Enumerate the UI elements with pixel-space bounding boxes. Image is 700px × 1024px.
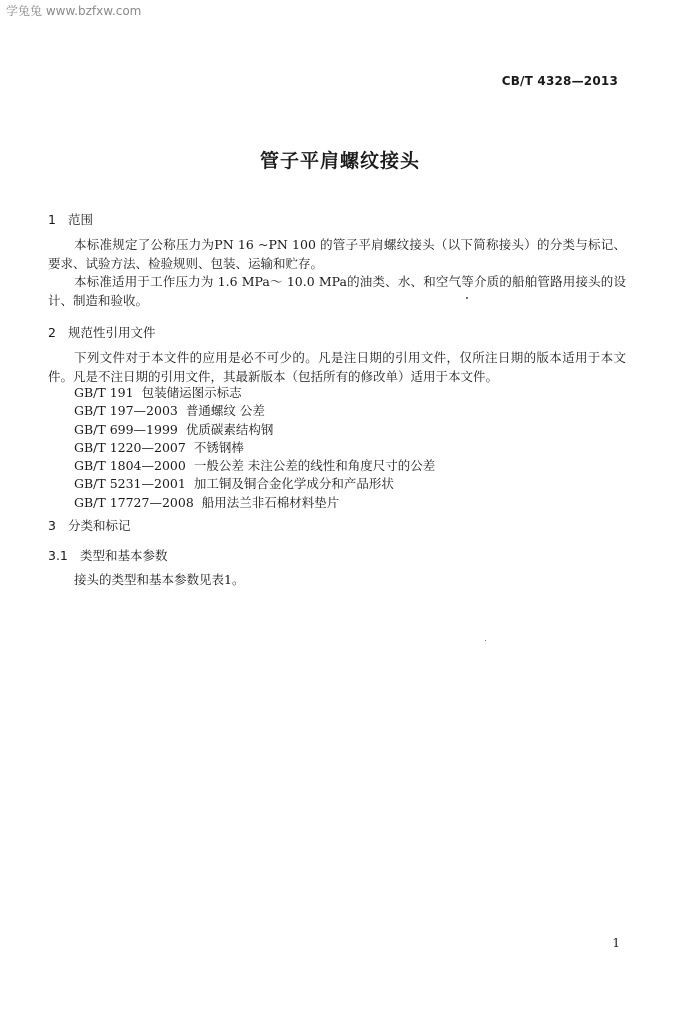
reference-name: 加工铜及铜合金化学成分和产品形状 [193,476,394,492]
reference-code: GB/T 197—2003 [74,403,178,419]
reference-code: GB/T 1220—2007 [74,439,186,455]
reference-name: 一般公差 未注公差的线性和角度尺寸的公差 [193,458,436,474]
section-3-heading [48,516,131,534]
reference-code: GB/T 17727—2008 [74,494,194,510]
section-3-title: 分类和标记 [68,518,131,533]
reference-list [74,384,435,512]
section-3-1-heading [48,546,168,564]
watermark: 学兔兔 www.bzfxw.com [6,4,142,18]
scope-paragraph-2: 本标准适用于工作压力为 1.6 MPa～ 10.0 MPa的油类、水、和空气等介质的船舶管路用接头的设计、制造和验收。 [48,274,626,308]
section-2-heading [48,323,156,341]
normative-refs-intro: 下列文件对于本文件的应用是必不可少的。凡是注日期的引用文件，仅所注日期的版本适用于本文件。凡是不注日期的引用文件，其最新版本（包括所有的修改单）适用于本文件。 [48,350,626,384]
scan-speck [485,640,486,641]
scan-speck [466,297,468,299]
section-1-title: 范围 [68,212,94,227]
reference-name: 包装储运图示标志 [141,385,242,400]
section-2-number: 2 [48,325,56,340]
section-3-number: 3 [48,518,56,533]
reference-item [74,457,435,475]
reference-item [74,421,435,439]
reference-item [74,402,435,420]
reference-item [74,475,435,493]
section-1-number: 1 [48,212,56,227]
section-3-1-title: 类型和基本参数 [80,548,168,563]
reference-name: 普通螺纹 公差 [185,403,265,419]
section-2-title: 规范性引用文件 [68,325,156,340]
scope-paragraph-1: 本标准规定了公称压力为PN 16 ~PN 100 的管子平肩螺纹接头（以下简称接头）的分类与标记、要求、试验方法、检验规则、包装、运输和贮存。 [48,237,626,271]
reference-item [74,439,435,457]
reference-code: GB/T 1804—2000 [74,458,186,474]
reference-item [74,494,435,512]
types-paragraph: 接头的类型和基本参数见表1。 [74,572,245,587]
section-1-heading [48,210,93,228]
reference-name: 不锈钢棒 [193,439,244,455]
document-title: 管子平肩螺纹接头 [259,150,420,172]
reference-code: GB/T 191 [74,385,134,400]
section-3-1-number: 3.1 [48,548,68,563]
reference-name: 船用法兰非石棉材料垫片 [201,494,340,510]
page-number: 1 [612,936,620,950]
standard-number: CB/T 4328—2013 [501,74,618,88]
reference-item [74,384,435,402]
reference-code: GB/T 5231—2001 [74,476,186,492]
reference-code: GB/T 699—1999 [74,421,178,437]
reference-name: 优质碳素结构钢 [185,421,274,437]
